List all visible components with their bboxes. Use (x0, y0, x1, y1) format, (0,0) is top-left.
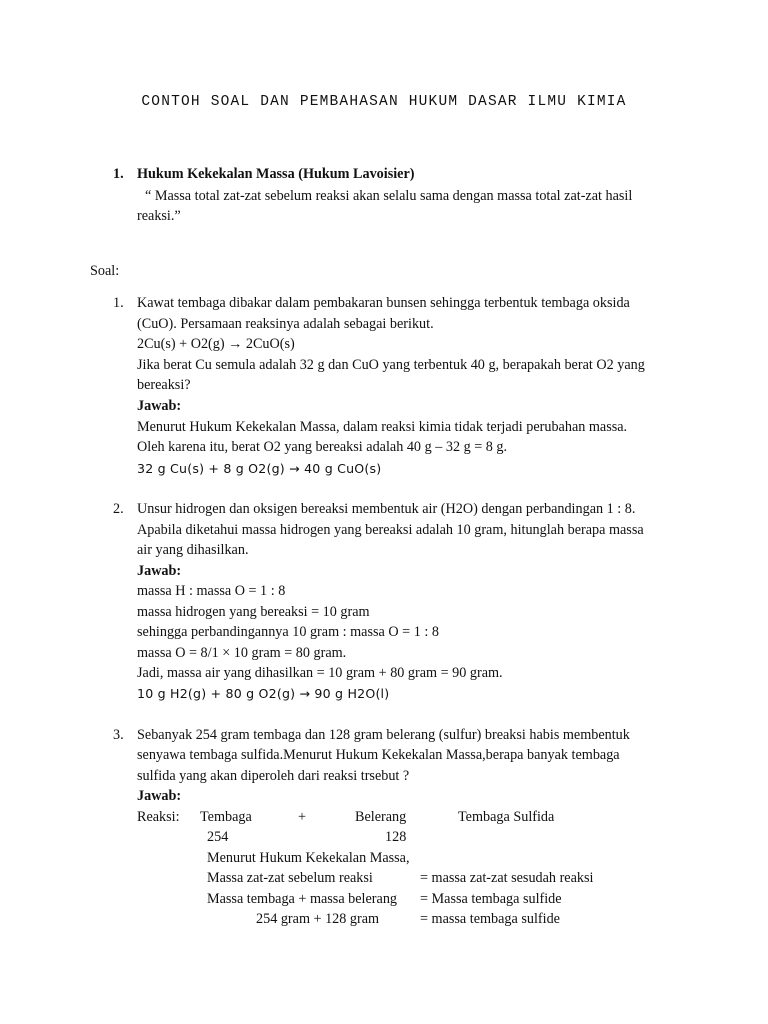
soal-label: Soal: (90, 263, 120, 279)
q3-answer-label: Jawab: (137, 788, 182, 804)
section-heading: Hukum Kekekalan Massa (Hukum Lavoisier) (137, 166, 415, 182)
q2-number: 2. (113, 501, 124, 517)
eq2-left: Massa tembaga + massa belerang (207, 891, 398, 907)
q3-number: 3. (113, 727, 124, 743)
q2-line: massa O = 8/1 × 10 gram = 80 gram. (137, 645, 347, 661)
eq1-left: Massa zat-zat sebelum reaksi (207, 870, 373, 886)
eq3-left: 254 gram + 128 gram (256, 911, 380, 927)
plus-sign: + (298, 809, 307, 825)
q2-line: air yang dihasilkan. (137, 542, 249, 558)
eq3-right: = massa tembaga sulfide (420, 911, 560, 927)
q3-line: Sebanyak 254 gram tembaga dan 128 gram belerang (sulfur) breaksi habis membentuk (137, 727, 630, 743)
mass-belerang: 128 (385, 829, 407, 845)
q3-line: senyawa tembaga sulfida.Menurut Hukum Kekekalan Massa,berapa banyak tembaga (137, 747, 620, 763)
mass-tembaga: 254 (207, 829, 229, 845)
q2-line: massa H : massa O = 1 : 8 (137, 583, 286, 599)
eq2-right: = Massa tembaga sulfide (420, 891, 562, 907)
law-quote-line-1: “ Massa total zat-zat sebelum reaksi akan selalu sama dengan massa total zat-zat hasil (145, 188, 633, 204)
q1-result-equation: 32 g Cu(s) + 8 g O2(g) → 40 g CuO(s) (137, 461, 382, 476)
q1-line: Kawat tembaga dibakar dalam pembakaran bunsen sehingga terbentuk tembaga oksida (137, 295, 630, 311)
q2-line: Jadi, massa air yang dihasilkan = 10 gram + 80 gram = 90 gram. (137, 665, 503, 681)
law-quote-line-2: reaksi.” (137, 208, 181, 224)
reactant-tembaga: Tembaga (200, 809, 252, 825)
product-tembaga-sulfida: Tembaga Sulfida (458, 809, 555, 825)
q1-equation: 2Cu(s) + O2(g) → 2CuO(s) (137, 336, 295, 352)
q3-law-statement: Menurut Hukum Kekekalan Massa, (207, 850, 410, 866)
section-number: 1. (113, 166, 124, 182)
q2-line: sehingga perbandingannya 10 gram : massa O = 1 : 8 (137, 624, 439, 640)
reactant-belerang: Belerang (355, 809, 407, 825)
q1-line: (CuO). Persamaan reaksinya adalah sebagai berikut. (137, 316, 434, 332)
q2-line: Apabila diketahui massa hidrogen yang bereaksi adalah 10 gram, hitunglah berapa massa (137, 522, 644, 538)
q2-answer-label: Jawab: (137, 563, 182, 579)
q1-line: Oleh karena itu, berat O2 yang bereaksi adalah 40 g – 32 g = 8 g. (137, 439, 508, 455)
q2-result-equation: 10 g H2(g) + 80 g O2(g) → 90 g H2O(l) (137, 686, 390, 701)
reaksi-label: Reaksi: (137, 809, 180, 825)
q1-line: bereaksi? (137, 377, 191, 393)
q1-number: 1. (113, 295, 124, 311)
q1-answer-label: Jawab: (137, 398, 182, 414)
q2-line: Unsur hidrogen dan oksigen bereaksi membentuk air (H2O) dengan perbandingan 1 : 8. (137, 501, 636, 517)
q1-line: Jika berat Cu semula adalah 32 g dan CuO yang terbentuk 40 g, berapakah berat O2 yang (137, 357, 645, 373)
q2-line: massa hidrogen yang bereaksi = 10 gram (137, 604, 370, 620)
page-title: CONTOH SOAL DAN PEMBAHASAN HUKUM DASAR ILMU KIMIA (141, 94, 627, 110)
q1-line: Menurut Hukum Kekekalan Massa, dalam reaksi kimia tidak terjadi perubahan massa. (137, 419, 628, 435)
eq1-right: = massa zat-zat sesudah reaksi (420, 870, 594, 886)
q3-line: sulfida yang akan diperoleh dari reaksi trsebut ? (137, 768, 410, 784)
